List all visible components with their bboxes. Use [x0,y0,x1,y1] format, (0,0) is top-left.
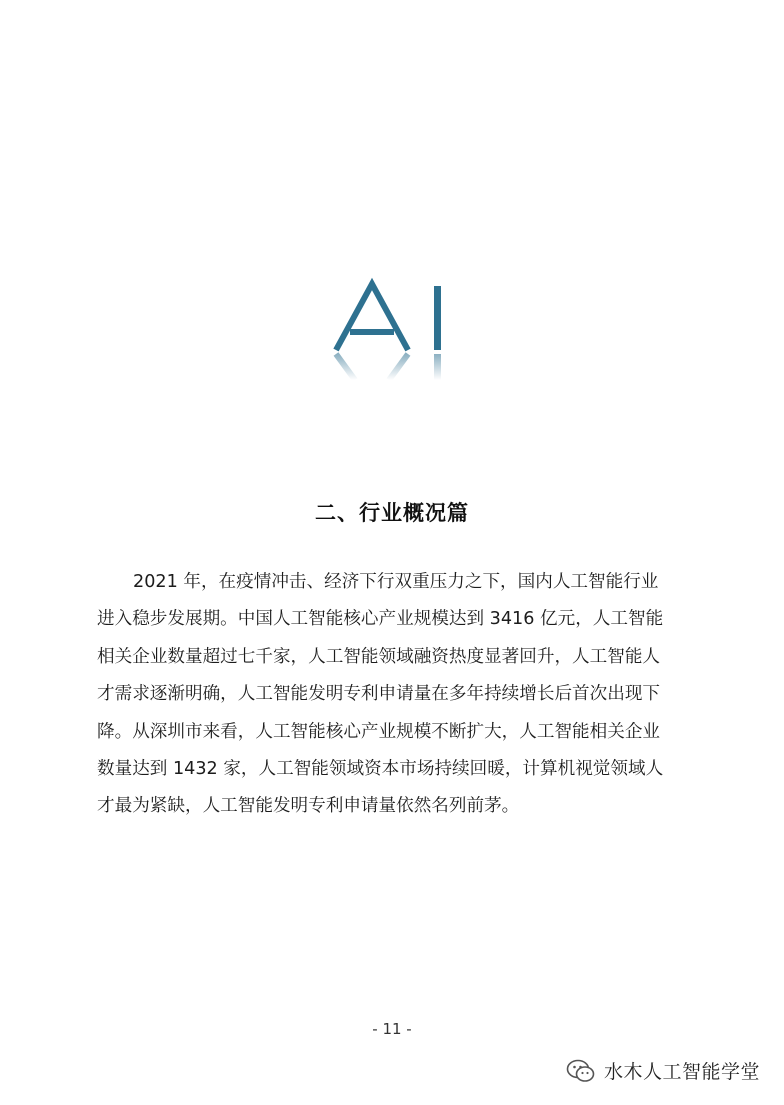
page-number: - 11 - [372,1020,412,1038]
ai-logo-letter-a [336,284,408,350]
paragraph-line: 数量达到 1432 家，人工智能领域资本市场持续回暖，计算机视觉领域人 [97,759,664,780]
paragraph-line: 2021 年，在疫情冲击、经济下行双重压力之下，国内人工智能行业 [133,572,659,592]
paragraph-line: 才最为紧缺，人工智能发明专利申请量依然名列前茅。 [97,796,520,817]
section-title: 二、行业概况篇 [315,501,469,525]
wechat-icon [566,1058,596,1084]
ai-logo-letter-i [434,286,441,350]
paragraph-line: 才需求逐渐明确，人工智能发明专利申请量在多年持续增长后首次出现下 [97,684,661,705]
watermark-text: 水木人工智能学堂 [603,1061,760,1083]
watermark [566,1057,760,1084]
paragraph-line: 相关企业数量超过七千家，人工智能领域融资热度显著回升，人工智能人 [97,646,661,667]
ai-logo [322,270,462,390]
paragraph-line: 降。从深圳市来看，人工智能核心产业规模不断扩大，人工智能相关企业 [97,721,661,742]
body-paragraph [97,564,700,826]
paragraph-line: 进入稳步发展期。中国人工智能核心产业规模达到 3416 亿元，人工智能 [97,609,664,630]
